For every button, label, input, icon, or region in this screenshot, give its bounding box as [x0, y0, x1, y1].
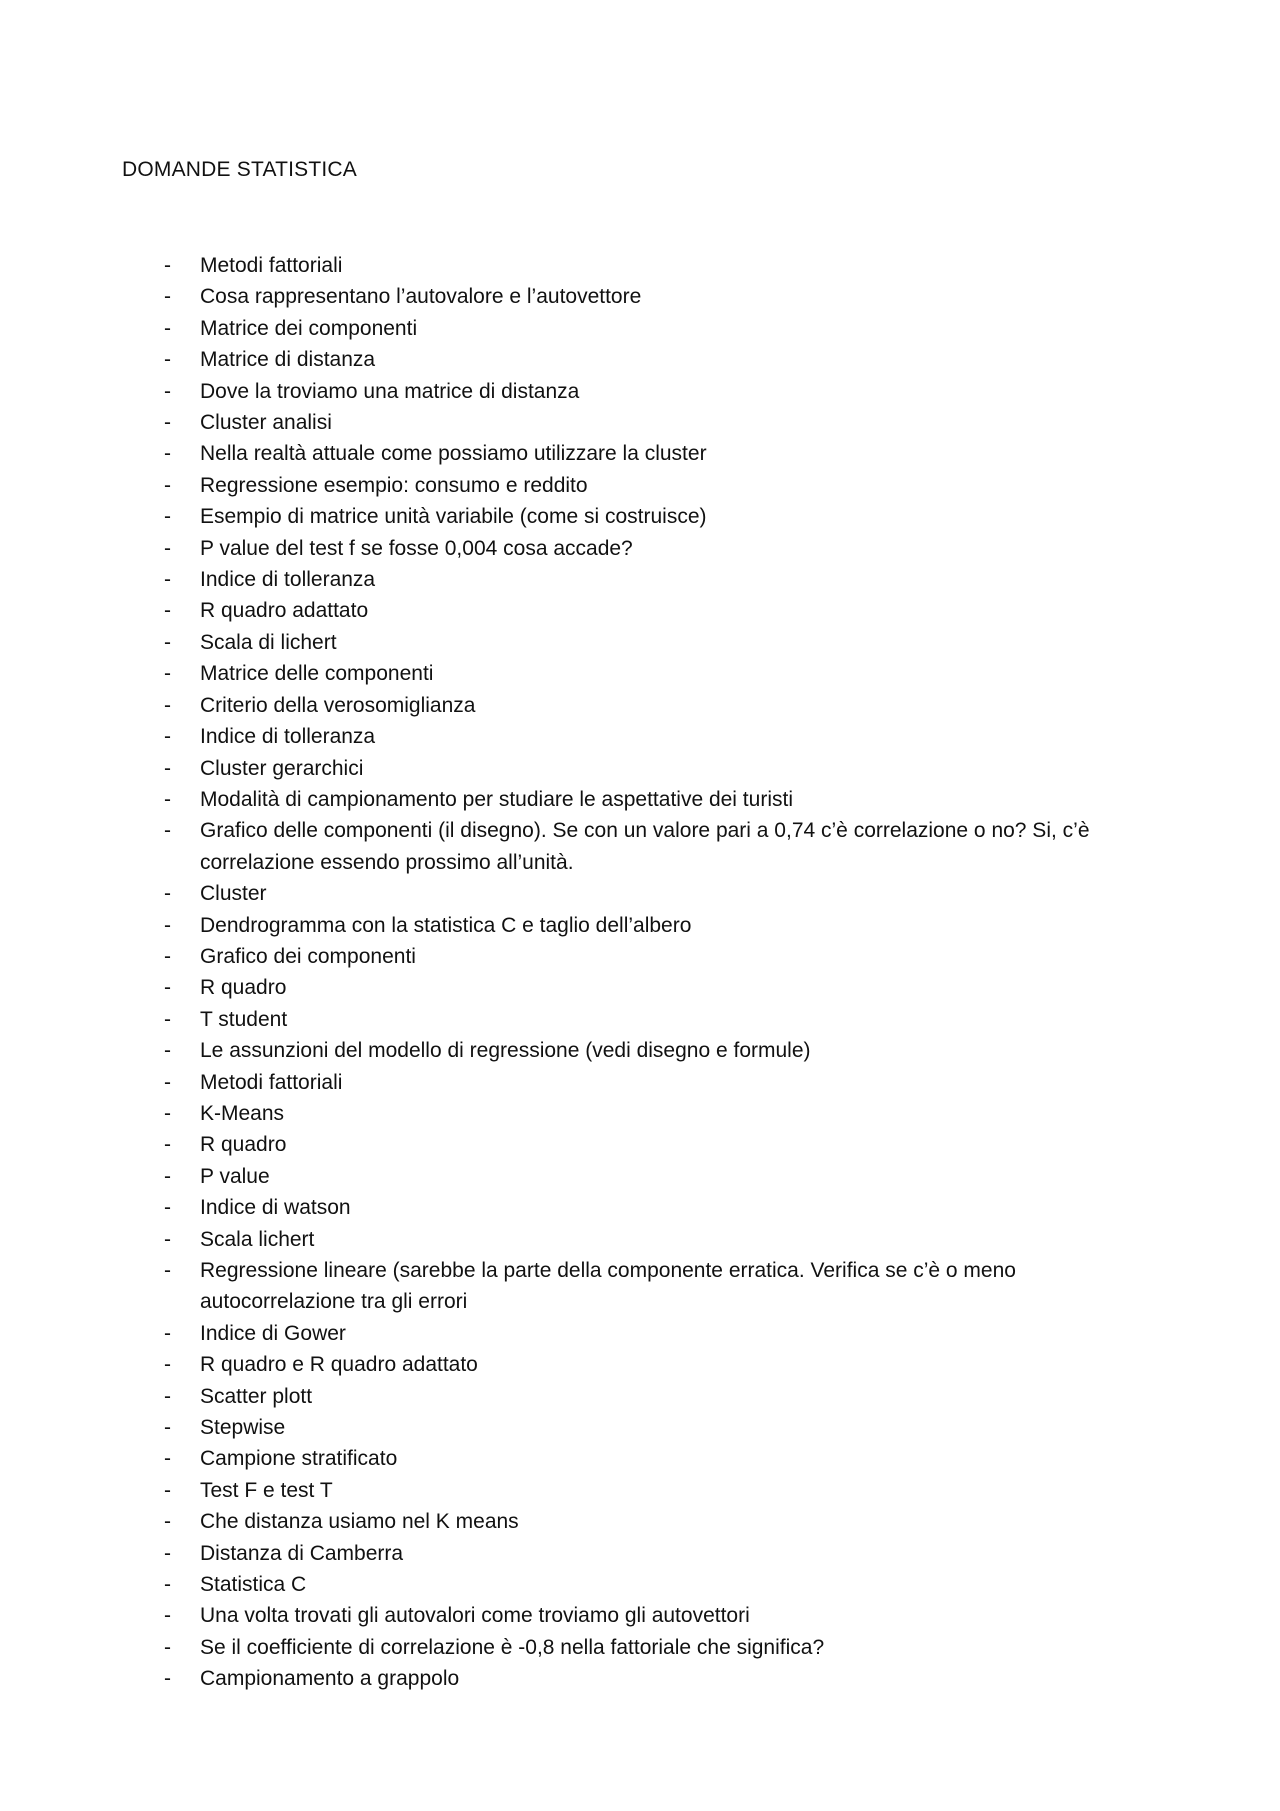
list-item	[0, 941, 1280, 972]
list-item	[0, 595, 1280, 626]
question-text: Regressione lineare (sarebbe la parte della componente erratica. Verifica se c’è o meno autocorrelazione tra gli errori	[200, 1259, 1016, 1314]
list-item	[0, 1475, 1280, 1506]
bullet-dash: -	[164, 379, 171, 403]
question-text: Indice di watson	[200, 1196, 351, 1220]
question-list	[0, 250, 1280, 1695]
list-item	[0, 1663, 1280, 1694]
list-item	[0, 1129, 1280, 1160]
question-text: Scala lichert	[200, 1227, 315, 1251]
bullet-dash: -	[164, 599, 171, 623]
bullet-dash: -	[164, 787, 171, 811]
bullet-dash: -	[164, 1510, 171, 1534]
bullet-dash: -	[164, 1227, 171, 1251]
list-item	[0, 1538, 1280, 1569]
list-item	[0, 1098, 1280, 1129]
list-item	[0, 1192, 1280, 1223]
list-item	[0, 878, 1280, 909]
list-item	[0, 1600, 1280, 1631]
question-text: Dove la troviamo una matrice di distanza	[200, 379, 580, 403]
question-text: Grafico delle componenti (il disegno). Se con un valore pari a 0,74 c’è correlazione o no? Si, c’è correlazione essendo prossimo all’unità.	[200, 819, 1090, 874]
bullet-dash: -	[164, 1164, 171, 1188]
question-text: T student	[200, 1007, 288, 1031]
bullet-dash: -	[164, 662, 171, 686]
bullet-dash: -	[164, 756, 171, 780]
list-item	[0, 1035, 1280, 1066]
question-text: Modalità di campionamento per studiare le aspettative dei turisti	[200, 787, 793, 811]
bullet-dash: -	[164, 1101, 171, 1125]
question-text: Test F e test T	[200, 1478, 333, 1502]
bullet-dash: -	[164, 1635, 171, 1659]
question-text: Matrice delle componenti	[200, 662, 434, 686]
list-item	[0, 910, 1280, 941]
bullet-dash: -	[164, 882, 171, 906]
question-text: Le assunzioni del modello di regressione (vedi disegno e formule)	[200, 1039, 811, 1063]
question-text: Metodi fattoriali	[200, 1070, 343, 1094]
bullet-dash: -	[164, 976, 171, 1000]
question-text: Metodi fattoriali	[200, 254, 343, 277]
bullet-dash: -	[164, 1573, 171, 1597]
bullet-dash: -	[164, 1416, 171, 1440]
bullet-dash: -	[164, 1070, 171, 1094]
question-text: Indice di tolleranza	[200, 725, 376, 749]
bullet-dash: -	[164, 442, 171, 466]
question-text: R quadro	[200, 1133, 287, 1157]
list-item	[0, 972, 1280, 1003]
question-text: R quadro adattato	[200, 599, 369, 623]
list-item	[0, 376, 1280, 407]
list-item	[0, 1067, 1280, 1098]
list-item	[0, 815, 1280, 878]
bullet-dash: -	[164, 505, 171, 529]
question-text: Se il coefficiente di correlazione è -0,8 nella fattoriale che significa?	[200, 1635, 825, 1659]
bullet-dash: -	[164, 1478, 171, 1502]
question-text: Matrice di distanza	[200, 348, 376, 372]
bullet-dash: -	[164, 316, 171, 340]
list-item	[0, 784, 1280, 815]
question-text: Dendrogramma con la statistica C e taglio dell’albero	[200, 913, 692, 937]
question-text: P value	[200, 1164, 270, 1188]
list-item	[0, 250, 1280, 281]
bullet-dash: -	[164, 1321, 171, 1345]
question-text: Criterio della verosomiglianza	[200, 693, 476, 717]
question-text: P value del test f se fosse 0,004 cosa accade?	[200, 536, 633, 560]
bullet-dash: -	[164, 944, 171, 968]
bullet-dash: -	[164, 568, 171, 592]
list-item	[0, 1004, 1280, 1035]
question-text: Campione stratificato	[200, 1447, 398, 1471]
question-text: Esempio di matrice unità variabile (come si costruisce)	[200, 505, 707, 529]
bullet-dash: -	[164, 913, 171, 937]
bullet-dash: -	[164, 1604, 171, 1628]
list-item	[0, 1569, 1280, 1600]
question-text: Cluster analisi	[200, 411, 332, 435]
bullet-dash: -	[164, 1667, 171, 1691]
bullet-dash: -	[164, 630, 171, 654]
list-item	[0, 1443, 1280, 1474]
list-item	[0, 1506, 1280, 1537]
bullet-dash: -	[164, 536, 171, 560]
list-item	[0, 344, 1280, 375]
question-text: Che distanza usiamo nel K means	[200, 1510, 519, 1534]
list-item	[0, 1224, 1280, 1255]
question-text: Una volta trovati gli autovalori come troviamo gli autovettori	[200, 1604, 750, 1628]
bullet-dash: -	[164, 1039, 171, 1063]
bullet-dash: -	[164, 1541, 171, 1565]
list-item	[0, 721, 1280, 752]
bullet-dash: -	[164, 285, 171, 309]
question-text: K-Means	[200, 1101, 285, 1125]
bullet-dash: -	[164, 1196, 171, 1220]
list-item	[0, 753, 1280, 784]
bullet-dash: -	[164, 1133, 171, 1157]
list-item	[0, 438, 1280, 469]
list-item	[0, 281, 1280, 312]
question-text: R quadro e R quadro adattato	[200, 1353, 478, 1377]
bullet-dash: -	[164, 1447, 171, 1471]
list-item	[0, 470, 1280, 501]
bullet-dash: -	[164, 473, 171, 497]
document-title: DOMANDE STATISTICA	[122, 158, 357, 181]
question-text: Distanza di Camberra	[200, 1541, 404, 1565]
list-item	[0, 627, 1280, 658]
list-item	[0, 1318, 1280, 1349]
question-text: Cluster gerarchici	[200, 756, 364, 780]
bullet-dash: -	[164, 348, 171, 372]
bullet-dash: -	[164, 1353, 171, 1377]
bullet-dash: -	[164, 725, 171, 749]
list-item	[0, 690, 1280, 721]
question-text: Cosa rappresentano l’autovalore e l’autovettore	[200, 285, 642, 309]
question-text: Scala di lichert	[200, 630, 337, 654]
question-text: Nella realtà attuale come possiamo utilizzare la cluster	[200, 442, 707, 466]
question-text: Cluster	[200, 882, 267, 906]
list-item	[0, 1161, 1280, 1192]
question-text: Matrice dei componenti	[200, 316, 418, 340]
bullet-dash: -	[164, 411, 171, 435]
question-text: Scatter plott	[200, 1384, 313, 1408]
list-item	[0, 313, 1280, 344]
bullet-dash: -	[164, 1259, 171, 1282]
list-item	[0, 658, 1280, 689]
question-text: Campionamento a grappolo	[200, 1667, 460, 1691]
list-item	[0, 1255, 1280, 1318]
question-text: Indice di Gower	[200, 1321, 346, 1345]
question-text: Regressione esempio: consumo e reddito	[200, 473, 588, 497]
bullet-dash: -	[164, 693, 171, 717]
list-item	[0, 1412, 1280, 1443]
list-item	[0, 407, 1280, 438]
question-text: R quadro	[200, 976, 287, 1000]
bullet-dash: -	[164, 1384, 171, 1408]
list-item	[0, 533, 1280, 564]
list-item	[0, 564, 1280, 595]
question-text: Stepwise	[200, 1416, 286, 1440]
question-text: Indice di tolleranza	[200, 568, 376, 592]
list-item	[0, 1381, 1280, 1412]
list-item	[0, 1632, 1280, 1663]
bullet-dash: -	[164, 819, 171, 843]
question-text: Grafico dei componenti	[200, 944, 416, 968]
bullet-dash: -	[164, 1007, 171, 1031]
question-text: Statistica C	[200, 1573, 307, 1597]
bullet-dash: -	[164, 254, 171, 277]
list-item	[0, 1349, 1280, 1380]
list-item	[0, 501, 1280, 532]
